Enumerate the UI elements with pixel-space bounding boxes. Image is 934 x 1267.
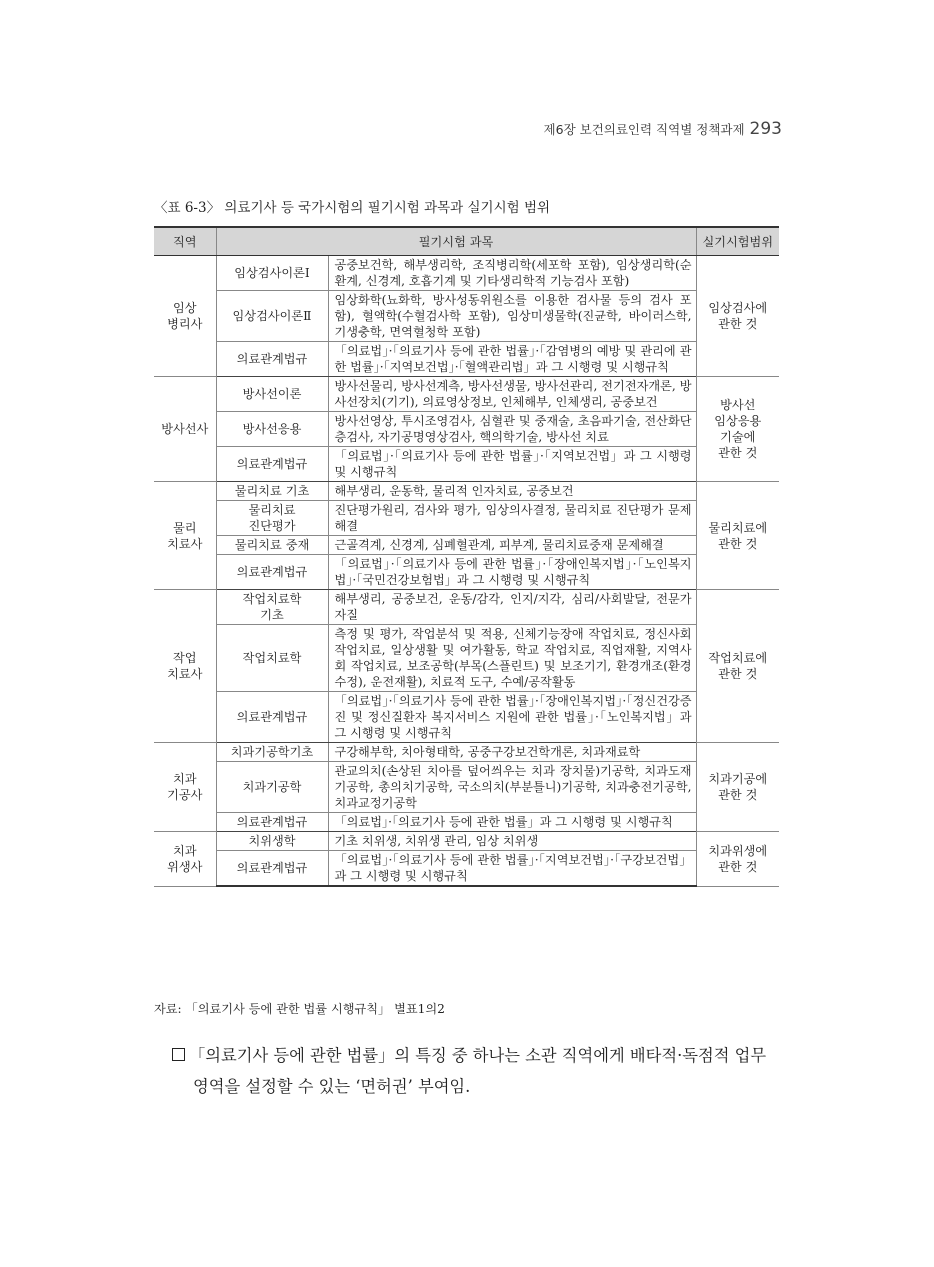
subject-cell: 작업치료학 기초 xyxy=(216,590,328,625)
content-cell: 근골격계, 신경계, 심폐혈관계, 피부계, 물리치료중재 문제해결 xyxy=(328,536,696,555)
table-body xyxy=(154,256,779,887)
table-row xyxy=(154,851,779,887)
table-row xyxy=(154,447,779,482)
content-cell: 측정 및 평가, 작업분석 및 적용, 신체기능장애 작업치료, 정신사회 작업치료, 일상생활 및 여가활동, 학교 작업치료, 직업재활, 지역사회 작업치료, 보조공학(부목(스플린트) 및 보조기기, 환경개조(환경수정), 운전재활), 치료적 도구, 수예/공작활동 xyxy=(328,625,696,692)
header-practical-scope: 실기시험범위 xyxy=(696,227,779,256)
bullet-line-1: 「의료기사 등에 관한 법률」의 특징 중 하나는 소관 직역에게 배타적·독점적 업무 xyxy=(189,1046,767,1065)
table-row xyxy=(154,590,779,625)
subject-cell: 임상검사이론Ⅱ xyxy=(216,291,328,342)
job-cell: 치과 기공사 xyxy=(154,743,216,832)
subject-cell: 의료관계법규 xyxy=(216,342,328,377)
subject-cell: 치위생학 xyxy=(216,832,328,851)
table-row xyxy=(154,482,779,501)
scope-cell: 작업치료에 관한 것 xyxy=(696,590,779,743)
table-row xyxy=(154,762,779,813)
header-job: 직역 xyxy=(154,227,216,256)
job-cell: 임상 병리사 xyxy=(154,256,216,377)
subject-cell: 작업치료학 xyxy=(216,625,328,692)
table-row xyxy=(154,743,779,762)
subject-cell: 물리치료 진단평가 xyxy=(216,501,328,536)
content-cell: 해부생리, 공중보건, 운동/감각, 인지/지각, 심리/사회발달, 전문가 자질 xyxy=(328,590,696,625)
exam-subjects-table xyxy=(154,226,779,887)
subject-cell: 치과기공학기초 xyxy=(216,743,328,762)
bullet-paragraph xyxy=(172,1040,784,1102)
content-cell: 기초 치위생, 치위생 관리, 임상 치위생 xyxy=(328,832,696,851)
table-row xyxy=(154,342,779,377)
square-bullet-icon xyxy=(172,1048,185,1061)
content-cell: 임상화학(뇨화학, 방사성동위원소를 이용한 검사물 등의 검사 포함), 혈액학(수혈검사학 포함), 임상미생물학(진균학, 바이러스학, 기생충학, 면역혈청학 포함) xyxy=(328,291,696,342)
subject-cell: 물리치료 기초 xyxy=(216,482,328,501)
table-row xyxy=(154,412,779,447)
table-row xyxy=(154,813,779,832)
subject-cell: 의료관계법규 xyxy=(216,555,328,590)
job-cell: 방사선사 xyxy=(154,377,216,482)
subject-cell: 물리치료 중재 xyxy=(216,536,328,555)
table-row xyxy=(154,377,779,412)
job-cell: 작업 치료사 xyxy=(154,590,216,743)
content-cell: 「의료법」·「의료기사 등에 관한 법률」·「감염병의 예방 및 관리에 관한 법률」·「지역보건법」·「혈액관리법」과 그 시행령 및 시행규칙 xyxy=(328,342,696,377)
running-header xyxy=(544,119,782,139)
subject-cell: 의료관계법규 xyxy=(216,447,328,482)
page-number: 293 xyxy=(749,119,782,139)
header-written-subjects: 필기시험 과목 xyxy=(216,227,696,256)
content-cell: 「의료법」·「의료기사 등에 관한 법률」·「지역보건법」·「구강보건법」과 그 시행령 및 시행규칙 xyxy=(328,851,696,887)
table-row xyxy=(154,256,779,291)
table-caption: 〈표 6-3〉 의료기사 등 국가시험의 필기시험 과목과 실기시험 범위 xyxy=(154,200,551,216)
table-row xyxy=(154,291,779,342)
content-cell: 해부생리, 운동학, 물리적 인자치료, 공중보건 xyxy=(328,482,696,501)
content-cell: 방사선영상, 투시조영검사, 심혈관 및 중재술, 초음파기술, 전산화단층검사, 자기공명영상검사, 핵의학기술, 방사선 치료 xyxy=(328,412,696,447)
content-cell: 「의료법」·「의료기사 등에 관한 법률」·「장애인복지법」·「정신건강증진 및 정신질환자 복지서비스 지원에 관한 법률」·「노인복지법」과 그 시행령 및 시행규칙 xyxy=(328,692,696,743)
scope-cell: 방사선 임상응용 기술에 관한 것 xyxy=(696,377,779,482)
content-cell: 공중보건학, 해부생리학, 조직병리학(세포학 포함), 임상생리학(순환계, 신경계, 호흡기계 및 기타생리학적 기능검사 포함) xyxy=(328,256,696,291)
table-row xyxy=(154,501,779,536)
subject-cell: 의료관계법규 xyxy=(216,692,328,743)
scope-cell: 물리치료에 관한 것 xyxy=(696,482,779,590)
subject-cell: 의료관계법규 xyxy=(216,813,328,832)
subject-cell: 치과기공학 xyxy=(216,762,328,813)
table-row xyxy=(154,832,779,851)
bullet-line-2: 영역을 설정할 수 있는 ‘면허권’ 부여임. xyxy=(193,1077,471,1096)
table-row xyxy=(154,536,779,555)
subject-cell: 방사선이론 xyxy=(216,377,328,412)
content-cell: 관교의치(손상된 치아를 덮어씌우는 치과 장치물)기공학, 치과도재기공학, 총의치기공학, 국소의치(부분틀니)기공학, 치과충전기공학, 치과교정기공학 xyxy=(328,762,696,813)
content-cell: 「의료법」·「의료기사 등에 관한 법률」·「장애인복지법」·「노인복지법」·「국민건강보험법」과 그 시행령 및 시행규칙 xyxy=(328,555,696,590)
content-cell: 「의료법」·「의료기사 등에 관한 법률」·「지역보건법」과 그 시행령 및 시행규칙 xyxy=(328,447,696,482)
content-cell: 구강해부학, 치아형태학, 공중구강보건학개론, 치과재료학 xyxy=(328,743,696,762)
subject-cell: 방사선응용 xyxy=(216,412,328,447)
table-row xyxy=(154,692,779,743)
job-cell: 물리 치료사 xyxy=(154,482,216,590)
scope-cell: 임상검사에 관한 것 xyxy=(696,256,779,377)
content-cell: 진단평가원리, 검사와 평가, 임상의사결정, 물리치료 진단평가 문제해결 xyxy=(328,501,696,536)
content-cell: 방사선물리, 방사선계측, 방사선생물, 방사선관리, 전기전자개론, 방사선장치(기기), 의료영상정보, 인체해부, 인체생리, 공중보건 xyxy=(328,377,696,412)
subject-cell: 임상검사이론Ⅰ xyxy=(216,256,328,291)
exam-subjects-table-wrapper xyxy=(154,226,779,887)
source-note: 자료: 「의료기사 등에 관한 법률 시행규칙」 별표1의2 xyxy=(154,1002,445,1016)
job-cell: 치과 위생사 xyxy=(154,832,216,887)
chapter-title: 제6장 보건의료인력 직역별 정책과제 xyxy=(543,122,745,137)
scope-cell: 치과기공에 관한 것 xyxy=(696,743,779,832)
subject-cell: 의료관계법규 xyxy=(216,851,328,887)
table-row xyxy=(154,555,779,590)
content-cell: 「의료법」·「의료기사 등에 관한 법률」과 그 시행령 및 시행규칙 xyxy=(328,813,696,832)
table-header-row xyxy=(154,227,779,256)
table-row xyxy=(154,625,779,692)
scope-cell: 치과위생에 관한 것 xyxy=(696,832,779,887)
